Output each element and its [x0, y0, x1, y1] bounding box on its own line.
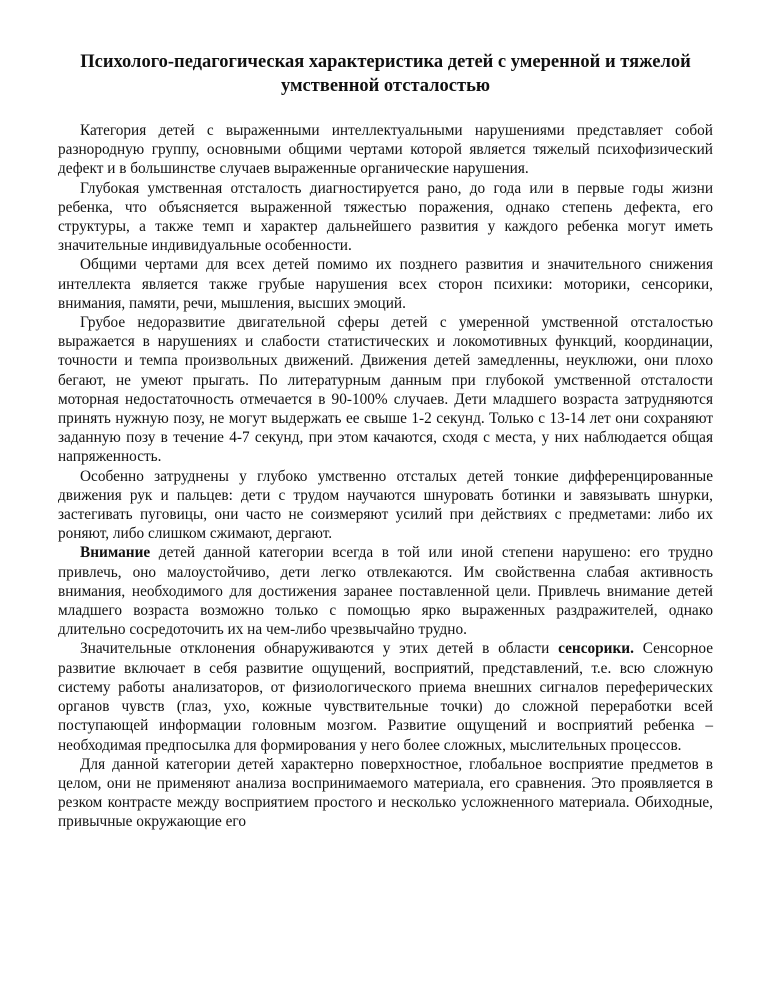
- document-page: [58, 50, 713, 832]
- paragraph-motor-underdevelopment: Грубое недоразвитие двигательной сферы детей с умеренной умственной отсталостью выражается в нарушениях и слабости статистических и локомотивных функций, координации, точности и темпа произвольных движений. Движения детей замедленны, неуклюжи, они плохо бегают, не умеют прыгать. По литературным данным при глубокой умственной отсталости моторная недостаточность отмечается в 90-100% случаев. Дети младшего возраста затрудняются принять нужную позу, не могут выдержать ее свыше 1-2 секунд. Только с 13-14 лет они сохраняют заданную позу в течение 4-7 секунд, при этом качаются, сходя с места, у них наблюдается общая напряженность.: [58, 314, 713, 466]
- paragraph-diagnosis: Глубокая умственная отсталость диагностируется рано, до года или в первые годы жизни ребенка, что объясняется выраженной тяжестью поражения, однако степень дефекта, его структуры, а также темп и характер дальнейшего развития у каждого ребенка могут иметь значительные индивидуальные особенности.: [58, 179, 713, 255]
- paragraph-attention-text: детей данной категории всегда в той или иной степени нарушено: его трудно привлечь, оно малоустойчиво, дети легко отвлекаются. Им свойственна слабая активность внимания, необходимого для достижения заранее поставленной цели. Привлечь внимание детей младшего возраста возможно только с помощью ярко выраженных раздражителей, однако длительно сосредоточить их на чем-либо чрезвычайно трудно.: [58, 544, 713, 639]
- paragraph-intro: Категория детей с выраженными интеллектуальными нарушениями представляет собой разнородную группу, основными общими чертами которой является тяжелый психофизический дефект и в большинстве случаев выраженные органические нарушения.: [58, 122, 713, 178]
- document-title: Психолого-педагогическая характеристика детей с умеренной и тяжелой умственной отсталостью: [80, 52, 691, 96]
- paragraph-fine-motor: Особенно затруднены у глубоко умственно отсталых детей тонкие дифференцированные движения рук и пальцев: дети с трудом научаются шнуровать ботинки и завязывать шнурки, застегивать пуговицы, они часто не соизмеряют усилий при действиях с предметами: либо их роняют, либо слишком сжимают, дергают.: [58, 467, 713, 543]
- paragraph-sensory: [58, 639, 713, 754]
- paragraph-perception: Для данной категории детей характерно поверхностное, глобальное восприятие предметов в целом, они не применяют анализа воспринимаемого материала, его сравнения. Это проявляется в резком контрасте между восприятием простого и несколько усложненного материала. Обиходные, привычные окружающие его: [58, 755, 713, 831]
- paragraph-attention: [58, 543, 713, 639]
- paragraph-sensory-text-after: Сенсорное развитие включает в себя развитие ощущений, восприятий, представлений, т.е. всю сложную систему работы анализаторов, от физиологического приема внешних сигналов переферических органов чувств (глаз, ухо, кожные чувствительные точки) до сложной переработки всей поступающей информации головным мозгом. Развитие ощущений и восприятий ребенка – необходимая предпосылка для формирования у него более сложных, мыслительных процессов.: [58, 640, 714, 754]
- paragraph-sensory-text-before: Значительные отклонения обнаруживаются у этих детей в области: [80, 640, 559, 658]
- bold-term-sensory: сенсорики.: [558, 640, 634, 658]
- paragraph-common-traits: Общими чертами для всех детей помимо их позднего развития и значительного снижения интеллекта является также грубые нарушения всех сторон психики: моторики, сенсорики, внимания, памяти, речи, мышления, высших эмоций.: [58, 256, 713, 312]
- bold-term-attention: Внимание: [80, 544, 151, 562]
